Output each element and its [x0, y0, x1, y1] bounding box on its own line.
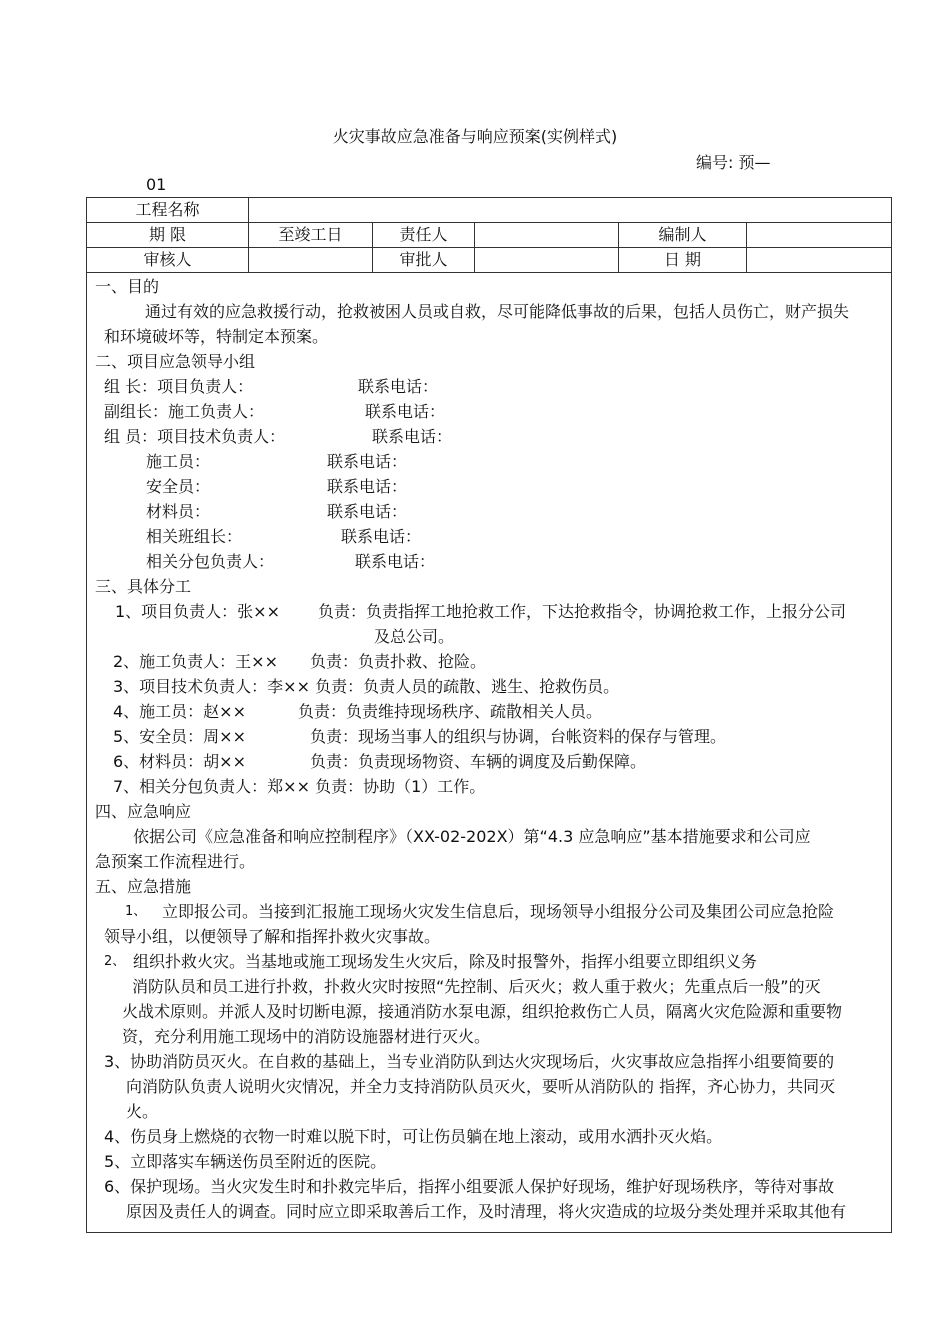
- duty-text: 负责：负责现场物资、车辆的调度及后勤保障。: [310, 752, 647, 771]
- section-1-text: 和环境破坏等，特制定本预案。: [104, 327, 329, 346]
- measure-text: 火。: [126, 1102, 159, 1121]
- duty-text: 负责：负责扑救、抢险。: [310, 652, 487, 671]
- measure-text: 组织扑救火灾。当基地或施工现场发生火灾后，除及时报警外，指挥小组要立即组织义务: [133, 952, 758, 971]
- member-phone: 联系电话：: [372, 427, 453, 446]
- leader-row: 组 长：项目负责人：: [104, 377, 254, 396]
- measure-number: 2、: [104, 954, 126, 969]
- measure-text: 向消防队负责人说明火灾情况，并全力支持消防队员灭火，要听从消防队的 指挥，齐心协力，共同灭: [126, 1077, 836, 1096]
- reviewer-value[interactable]: [249, 248, 373, 273]
- editor-value[interactable]: [747, 223, 892, 248]
- duty-row: 3、项目技术负责人：李×× 负责：负责人员的疏散、逃生、抢救伤员。: [113, 677, 620, 696]
- duty-row: 2、施工负责人：王××: [113, 652, 278, 671]
- team-leader-phone: 联系电话：: [341, 527, 422, 546]
- material-officer-row: 材料员：: [146, 502, 211, 521]
- header-row-project: [87, 198, 892, 223]
- section-3-title: 三、具体分工: [95, 577, 192, 596]
- duty-row: 7、相关分包负责人：郑×× 负责：协助（1）工作。: [113, 777, 486, 796]
- document-title: 火灾事故应急准备与响应预案(实例样式): [332, 127, 618, 146]
- responsible-value[interactable]: [475, 223, 619, 248]
- constructor-phone: 联系电话：: [327, 452, 408, 471]
- material-officer-phone: 联系电话：: [327, 502, 408, 521]
- responsible-label: 责任人: [373, 223, 475, 248]
- measure-text: 消防队员和员工进行扑救，扑救火灾时按照“先控制、后灭火；救人重于救火；先重点后一般”的灭: [132, 977, 821, 996]
- header-table: [86, 197, 892, 273]
- approver-label: 审批人: [373, 248, 475, 273]
- date-value[interactable]: [747, 248, 892, 273]
- measure-text: 立即报公司。当接到汇报施工现场火灾发生信息后，现场领导小组报分公司及集团公司应急抢险: [162, 902, 835, 921]
- leader-phone: 联系电话：: [358, 377, 439, 396]
- header-row-review: [87, 248, 892, 273]
- document-number-label: 编号: 预—: [696, 153, 771, 172]
- section-4-text: 急预案工作流程进行。: [95, 852, 256, 871]
- reviewer-label: 审核人: [87, 248, 249, 273]
- measure-text: 火战术原则。并派人及时切断电源，接通消防水泵电源，组织抢救伤亡人员，隔离火灾危险源和重要物: [122, 1002, 843, 1021]
- section-4-title: 四、应急响应: [95, 802, 192, 821]
- team-leader-row: 相关班组长：: [146, 527, 243, 546]
- measure-text: 5、立即落实车辆送伤员至附近的医院。: [104, 1152, 387, 1171]
- project-name-value[interactable]: [249, 198, 892, 223]
- section-1-text: 通过有效的应急救援行动，抢救被困人员或自救，尽可能降低事故的后果，包括人员伤亡，财产损失: [145, 302, 850, 321]
- subcontractor-row: 相关分包负责人：: [146, 552, 275, 571]
- safety-officer-phone: 联系电话：: [327, 477, 408, 496]
- deputy-row: 副组长：施工负责人：: [104, 402, 265, 421]
- project-name-label: 工程名称: [87, 198, 249, 223]
- duty-row: 5、安全员：周××: [113, 727, 246, 746]
- duty-row: 1、项目负责人：张××: [115, 602, 280, 621]
- duty-text: 负责：现场当事人的组织与协调，台帐资料的保存与管理。: [310, 727, 727, 746]
- section-1-title: 一、目的: [95, 277, 160, 296]
- duty-text: 及总公司。: [374, 627, 455, 646]
- measure-text: 4、伤员身上燃烧的衣物一时难以脱下时，可让伤员躺在地上滚动，或用水洒扑灭火焰。: [104, 1127, 723, 1146]
- member-row: 组 员：项目技术负责人：: [104, 427, 286, 446]
- measure-text: 原因及责任人的调查。同时应立即采取善后工作，及时清理，将火灾造成的垃圾分类处理并采取其他有: [126, 1202, 847, 1221]
- date-label: 日 期: [619, 248, 747, 273]
- document-number-value: 01: [146, 175, 167, 194]
- section-2-title: 二、项目应急领导小组: [95, 352, 256, 371]
- duty-text: 负责：负责指挥工地抢救工作，下达抢救指令，协调抢救工作，上报分公司: [318, 602, 847, 621]
- deputy-phone: 联系电话：: [365, 402, 446, 421]
- safety-officer-row: 安全员：: [146, 477, 211, 496]
- measure-text: 3、协助消防员灭火。在自救的基础上，当专业消防队到达火灾现场后，火灾事故应急指挥小组要简要的: [104, 1052, 835, 1071]
- measure-number: 1、: [125, 904, 147, 919]
- section-4-text: 依据公司《应急准备和响应控制程序》（XX-02-202X）第“4.3 应急响应”基本措施要求和公司应: [133, 827, 811, 846]
- editor-label: 编制人: [619, 223, 747, 248]
- period-value: 至竣工日: [249, 223, 373, 248]
- approver-value[interactable]: [475, 248, 619, 273]
- duty-row: 6、材料员：胡××: [113, 752, 246, 771]
- duty-row: 4、施工员：赵××: [113, 702, 246, 721]
- period-label: 期 限: [87, 223, 249, 248]
- duty-text: 负责：负责维持现场秩序、疏散相关人员。: [298, 702, 603, 721]
- subcontractor-phone: 联系电话：: [355, 552, 436, 571]
- measure-text: 6、保护现场。当火灾发生时和扑救完毕后，指挥小组要派人保护好现场，维护好现场秩序，等待对事故: [104, 1177, 835, 1196]
- constructor-row: 施工员：: [146, 452, 211, 471]
- measure-text: 资，充分利用施工现场中的消防设施器材进行灭火。: [122, 1027, 491, 1046]
- section-5-title: 五、应急措施: [95, 877, 192, 896]
- header-row-period: [87, 223, 892, 248]
- measure-text: 领导小组，以便领导了解和指挥扑救火灾事故。: [104, 927, 441, 946]
